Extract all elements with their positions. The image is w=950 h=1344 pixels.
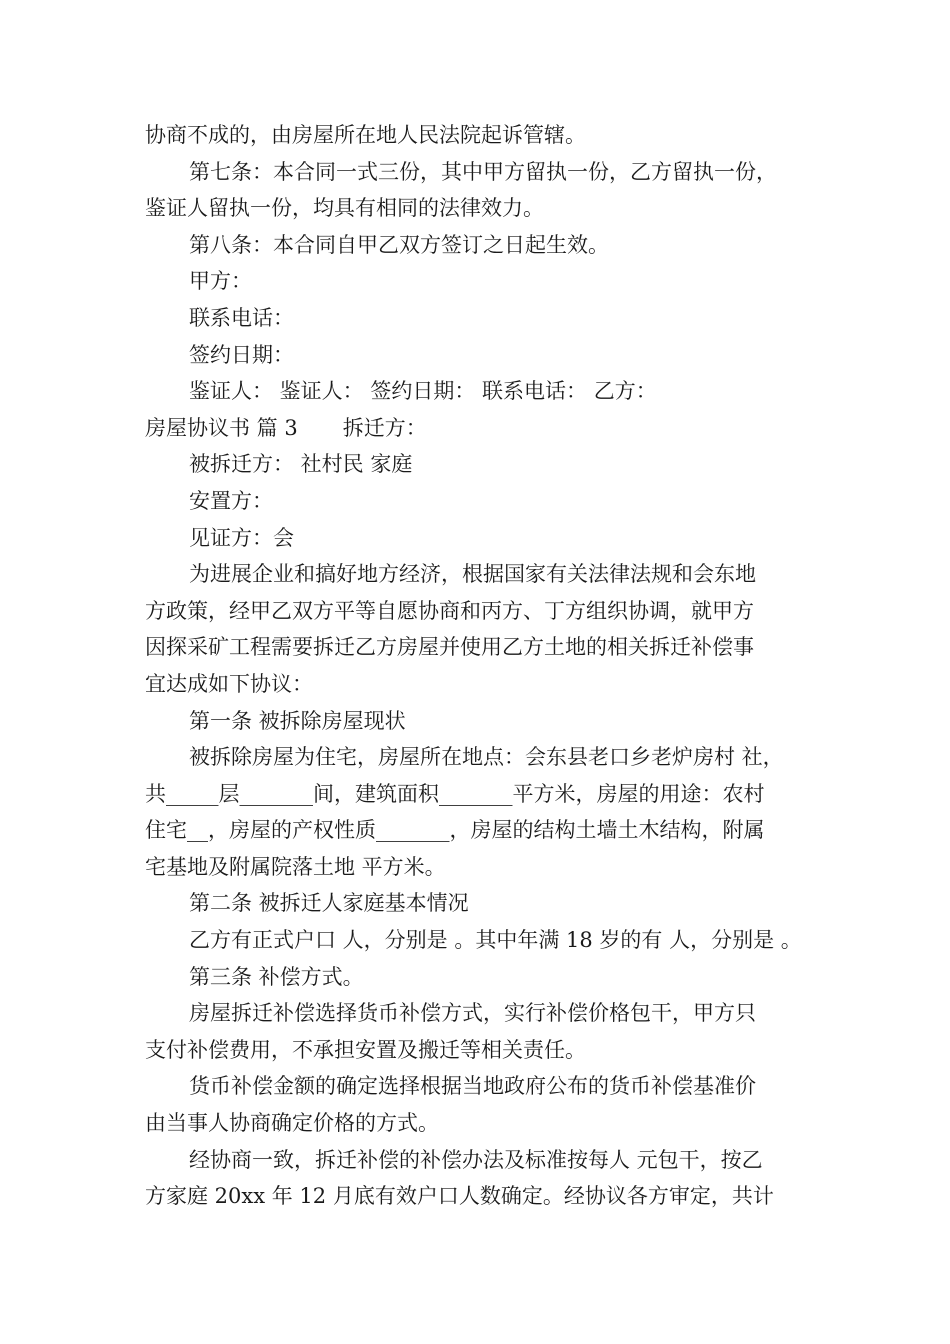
text-line <box>145 922 825 959</box>
text-line <box>145 1142 825 1179</box>
text-line <box>145 812 825 849</box>
text-line-content: 签约日期： <box>189 342 294 367</box>
text-line-content: 协商不成的，由房屋所在地人民法院起诉管辖。 <box>145 123 586 147</box>
text-line-content: 宜达成如下协议： <box>145 671 313 696</box>
text-line-content: 第七条：本合同一式三份，其中甲方留执一份，乙方留执一份， <box>189 159 777 184</box>
text-line <box>145 410 825 447</box>
text-line <box>145 227 825 264</box>
text-line-content: 联系电话： <box>189 305 294 330</box>
text-line-content: 支付补偿费用，不承担安置及搬迁等相关责任。 <box>145 1037 586 1062</box>
text-line <box>145 117 825 154</box>
text-line-content: 被拆除房屋为住宅，房屋所在地点：会东县老口乡老炉房村 社， <box>189 745 784 770</box>
document-body <box>145 117 825 1215</box>
text-line <box>145 483 825 520</box>
text-line-content: 货币补偿金额的确定选择根据当地政府公布的货币补偿基准价 <box>189 1074 756 1099</box>
text-line-content: 经协商一致，拆迁补偿的补偿办法及标准按每人 元包干，按乙 <box>189 1147 763 1172</box>
text-line-content: 住宅__，房屋的产权性质_______，房屋的结构土墙土木结构，附属 <box>145 818 765 843</box>
text-line-content: 房屋协议书 篇 3 <box>145 415 298 440</box>
text-line-content: 第一条 被拆除房屋现状 <box>189 708 406 733</box>
text-line-content: 由当事人协商确定价格的方式。 <box>145 1111 439 1136</box>
text-line <box>145 263 825 300</box>
text-line-content: 为进展企业和搞好地方经济，根据国家有关法律法规和会东地 <box>189 562 756 587</box>
text-line <box>145 849 825 886</box>
text-line <box>145 1178 825 1215</box>
text-line <box>145 739 825 776</box>
text-line-content: 因探采矿工程需要拆迁乙方房屋并使用乙方土地的相关拆迁补偿事 <box>145 635 754 660</box>
text-line <box>145 666 825 703</box>
text-line-content: 第三条 补偿方式。 <box>189 964 364 989</box>
text-line-content: 宅基地及附属院落土地 平方米。 <box>145 854 446 879</box>
text-line <box>145 1068 825 1105</box>
text-line <box>145 446 825 483</box>
text-line <box>145 556 825 593</box>
text-line-content: 鉴证人： 鉴证人： 签约日期： 联系电话： 乙方： <box>189 379 657 404</box>
text-line <box>145 190 825 227</box>
text-line-content: 被拆迁方： 社村民 家庭 <box>189 452 413 477</box>
text-line-content: 方家庭 20xx 年 12 月底有效户口人数确定。经协议各方审定，共计 <box>145 1184 774 1209</box>
text-line <box>145 959 825 996</box>
text-line <box>145 885 825 922</box>
text-line-content: 见证方：会 <box>189 525 294 550</box>
text-line <box>145 520 825 557</box>
text-line <box>145 337 825 374</box>
text-line <box>145 629 825 666</box>
text-line-suffix: 拆迁方： <box>342 415 427 440</box>
text-line-content: 第二条 被拆迁人家庭基本情况 <box>189 891 469 916</box>
text-line-content: 第八条：本合同自甲乙双方签订之日起生效。 <box>189 232 609 257</box>
text-line <box>145 300 825 337</box>
text-line <box>145 154 825 191</box>
text-line-content: 甲方： <box>189 269 252 294</box>
text-line <box>145 1105 825 1142</box>
text-line-content: 共_____层_______间，建筑面积_______平方米，房屋的用途：农村 <box>145 781 765 806</box>
text-line <box>145 776 825 813</box>
text-line <box>145 373 825 410</box>
text-line-content: 方政策，经甲乙双方平等自愿协商和丙方、丁方组织协调，就甲方 <box>145 598 754 623</box>
text-line-content: 房屋拆迁补偿选择货币补偿方式，实行补偿价格包干，甲方只 <box>189 1001 756 1026</box>
text-line <box>145 1032 825 1069</box>
text-line <box>145 703 825 740</box>
text-line-content: 安置方： <box>189 488 273 513</box>
text-line <box>145 995 825 1032</box>
text-line-content: 乙方有正式户口 人，分别是 。其中年满 18 岁的有 人，分别是 。 <box>189 928 802 953</box>
text-line <box>145 593 825 630</box>
text-line-content: 鉴证人留执一份，均具有相同的法律效力。 <box>145 196 544 221</box>
